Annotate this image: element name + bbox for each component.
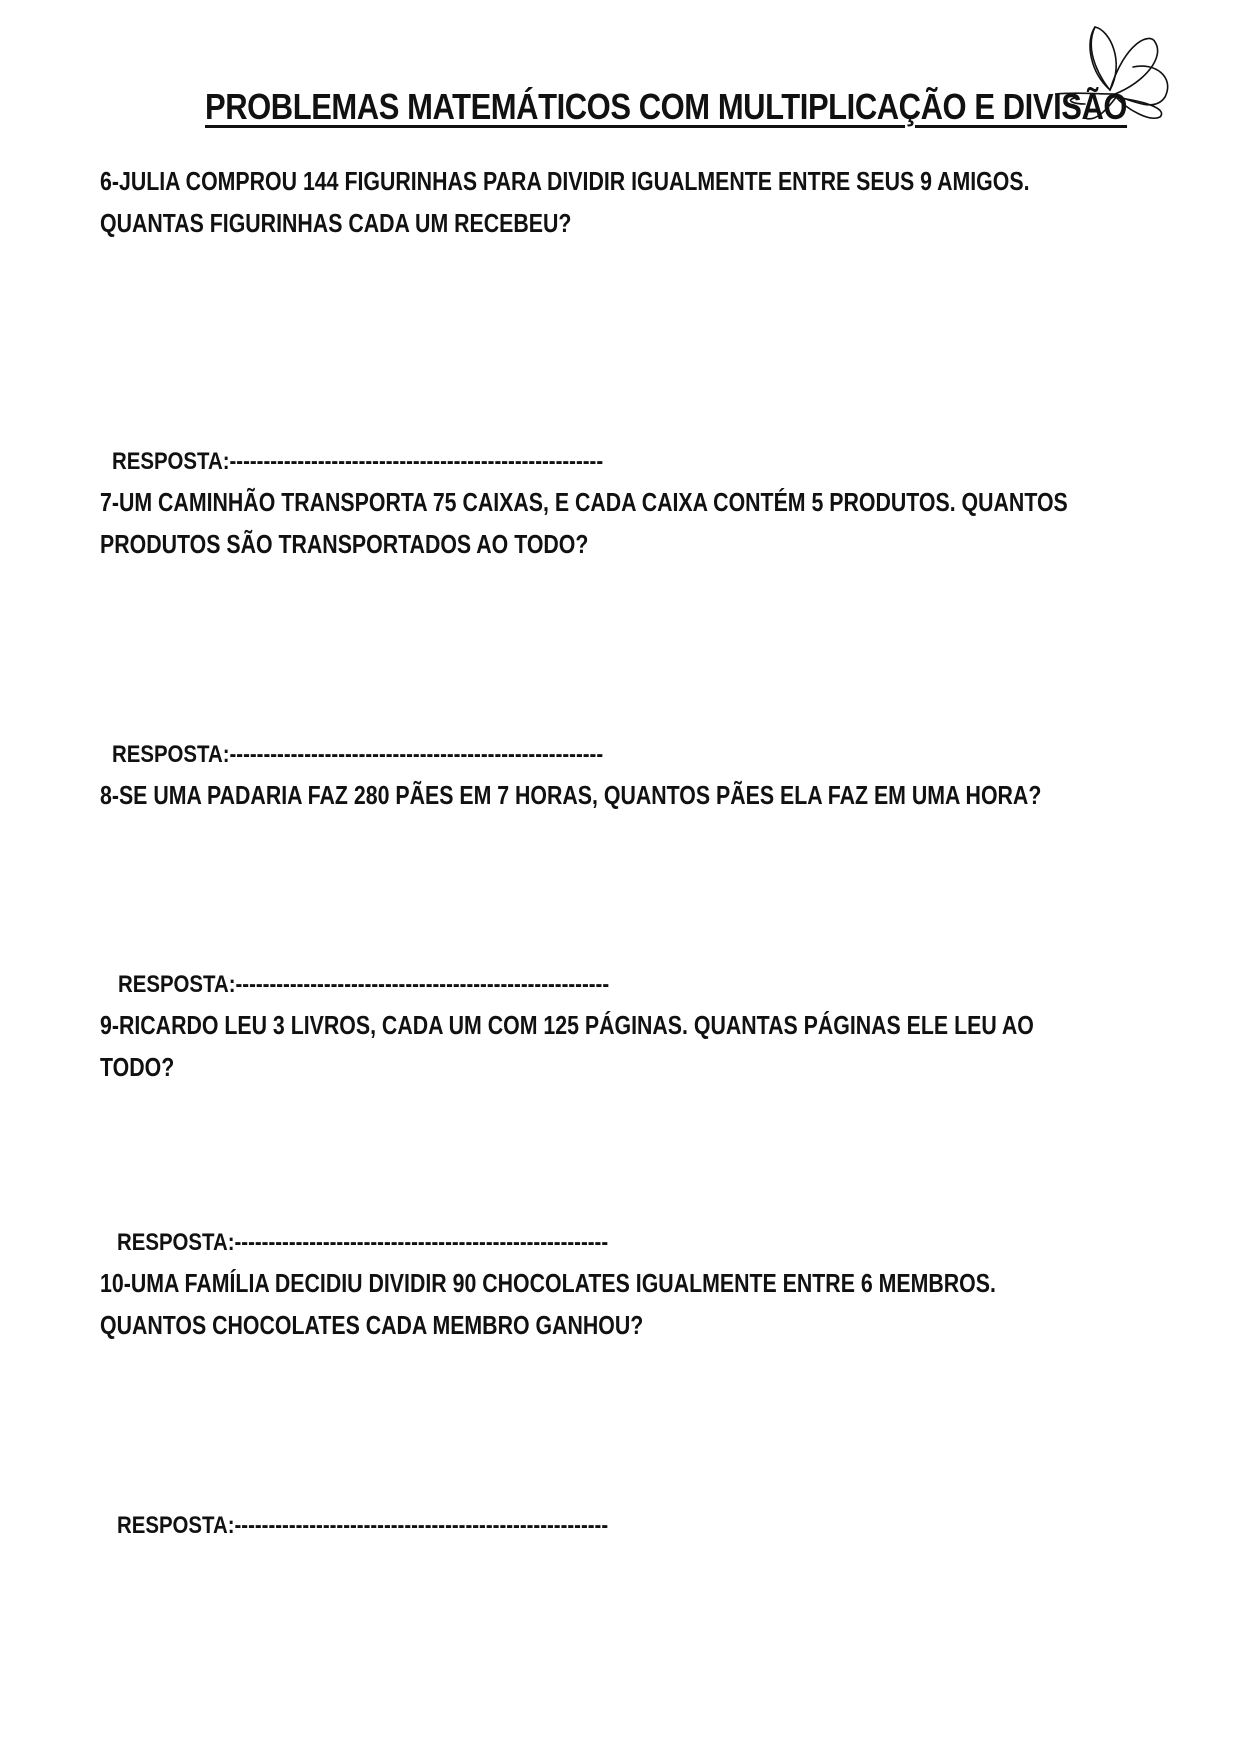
question-7: 7-UM CAMINHÃO TRANSPORTA 75 CAIXAS, E CADA CAIXA CONTÉM 5 PRODUTOS. QUANTOS PRODUTOS SÃO TRANSPORTADOS AO TODO? xyxy=(100,487,1068,559)
answer-label: RESPOSTA: xyxy=(112,741,230,768)
answer-10[interactable] xyxy=(117,1511,608,1541)
question-8: 8-SE UMA PADARIA FAZ 280 PÃES EM 7 HORAS, QUANTOS PÃES ELA FAZ EM UMA HORA? xyxy=(100,780,1042,810)
answer-6[interactable] xyxy=(112,447,603,477)
answer-label: RESPOSTA: xyxy=(118,971,236,998)
question-6: 6-JULIA COMPROU 144 FIGURINHAS PARA DIVIDIR IGUALMENTE ENTRE SEUS 9 AMIGOS. QUANTAS FIGURINHAS CADA UM RECEBEU? xyxy=(100,166,1030,238)
answer-8[interactable] xyxy=(118,970,609,1000)
answer-line: ------------------------------------------------------- xyxy=(234,1512,609,1539)
answer-line: ------------------------------------------------------- xyxy=(229,741,604,768)
answer-line: ------------------------------------------------------- xyxy=(229,448,604,475)
answer-7[interactable] xyxy=(112,740,603,770)
question-9: 9-RICARDO LEU 3 LIVROS, CADA UM COM 125 PÁGINAS. QUANTAS PÁGINAS ELE LEU AO TODO? xyxy=(100,1010,1034,1082)
answer-9[interactable] xyxy=(117,1228,608,1258)
answer-line: ------------------------------------------------------- xyxy=(234,1229,609,1256)
answer-label: RESPOSTA: xyxy=(112,448,230,475)
butterfly-icon xyxy=(1055,22,1185,147)
page-title: PROBLEMAS MATEMÁTICOS COM MULTIPLICAÇÃO E DIVISÃO xyxy=(205,86,1128,127)
question-10: 10-UMA FAMÍLIA DECIDIU DIVIDIR 90 CHOCOLATES IGUALMENTE ENTRE 6 MEMBROS. QUANTOS CHOCOLATES CADA MEMBRO GANHOU? xyxy=(100,1268,996,1340)
answer-label: RESPOSTA: xyxy=(117,1229,235,1256)
answer-line: ------------------------------------------------------- xyxy=(235,971,610,998)
answer-label: RESPOSTA: xyxy=(117,1512,235,1539)
